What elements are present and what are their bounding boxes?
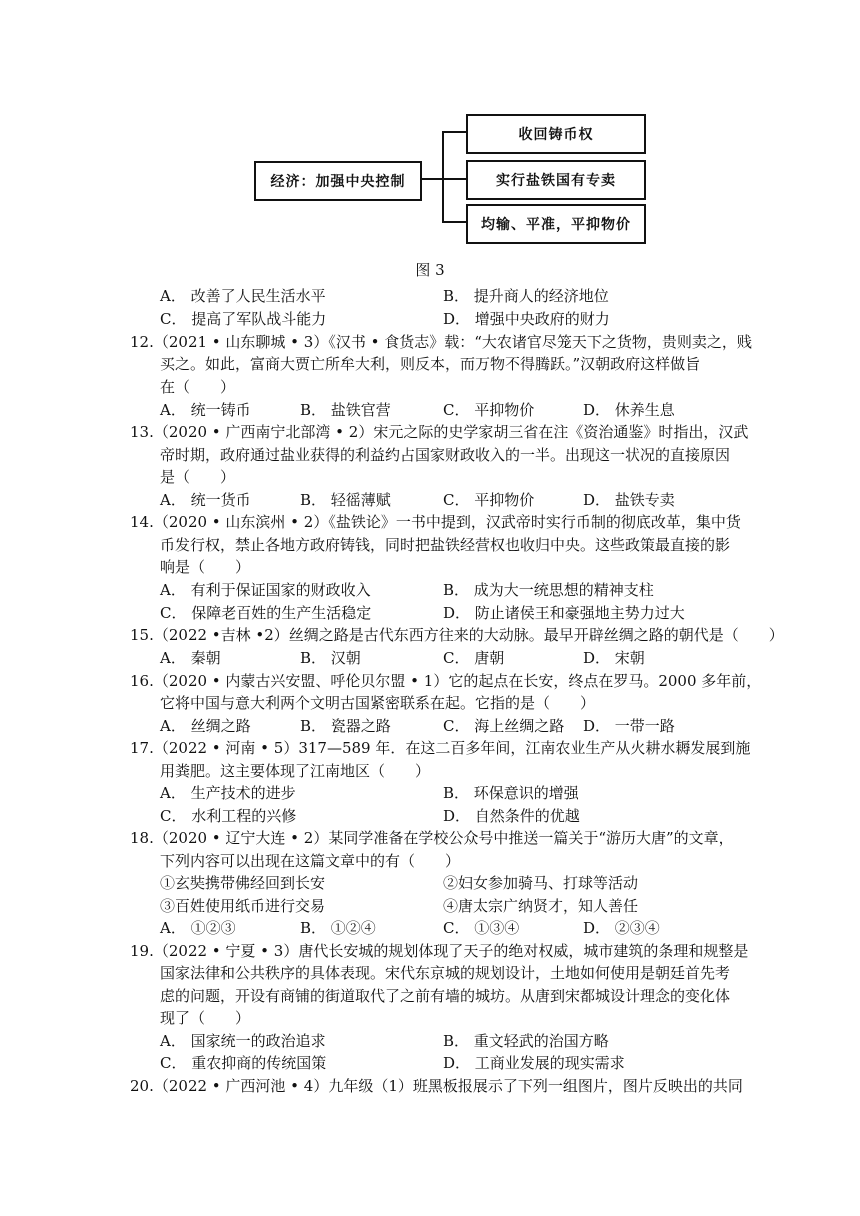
q16-option-a: A． 丝绸之路 (160, 717, 251, 735)
diagram-branch-1: 收回铸币权 (466, 114, 646, 154)
q20-line-1: 20.（2022 • 广西河池 • 4）九年级（1）班黑板报展示了下列一组图片，图片反映出的共同 (130, 1077, 743, 1095)
q16-option-b: B． 瓷器之路 (300, 717, 391, 735)
q15-option-d: D． 宋朝 (583, 649, 645, 667)
q14-option-b: B． 成为大一统思想的精神支柱 (443, 581, 654, 599)
q14-line-2: 币发行权，禁止各地方政府铸钱，同时把盐铁经营权也收归中央。这些政策最直接的影 (160, 536, 731, 554)
q17-option-b: B． 环保意识的增强 (443, 784, 579, 802)
connector-horizontal (420, 178, 444, 180)
q19-line-2: 国家法律和公共秩序的具体表现。宋代东京城的规划设计，土地如何使用是朝廷首先考 (160, 964, 731, 982)
q12-option-d: D． 休养生息 (583, 401, 675, 419)
q18-statement-4: ④唐太宗广纳贤才，知人善任 (443, 897, 639, 915)
q17-line-2: 用粪肥。这主要体现了江南地区（ ） (160, 762, 431, 780)
q15-option-a: A． 秦朝 (160, 649, 221, 667)
q16-option-c: C． 海上丝绸之路 (443, 717, 565, 735)
q12-line-3: 在（ ） (160, 378, 236, 396)
q12-option-c: C． 平抑物价 (443, 401, 535, 419)
q19-line-1: 19.（2022 • 宁夏 • 3）唐代长安城的规划体现了天子的绝对权威，城市建筑的条理和规整是 (130, 942, 749, 960)
q13-option-d: D． 盐铁专卖 (583, 491, 675, 509)
q18-line-1: 18.（2020 • 辽宁大连 • 2）某同学准备在学校公众号中推送一篇关于“游历大唐”的文章， (130, 829, 734, 847)
q12-line-2: 买之。如此，富商大贾亡所牟大利，则反本，而万物不得腾跃。”汉朝政府这样做旨 (160, 355, 701, 373)
diagram-main-box: 经济：加强中央控制 (254, 161, 422, 201)
q12-option-b: B． 盐铁官营 (300, 401, 391, 419)
q19-line-3: 虑的问题，开设有商铺的街道取代了之前有墙的城坊。从唐到宋都城设计理念的变化体 (160, 987, 731, 1005)
q19-option-b: B． 重文轻武的治国方略 (443, 1032, 609, 1050)
q13-option-a: A． 统一货币 (160, 491, 251, 509)
q13-option-c: C． 平抑物价 (443, 491, 535, 509)
q18-option-d: D． ②③④ (583, 919, 660, 937)
q17-option-c: C． 水利工程的兴修 (160, 807, 297, 825)
q19-option-a: A． 国家统一的政治追求 (160, 1032, 326, 1050)
connector-vertical (442, 131, 444, 223)
q18-statement-1: ①玄奘携带佛经回到长安 (160, 874, 326, 892)
connector-branch-3 (442, 221, 466, 223)
q19-line-4: 现了（ ） (160, 1009, 251, 1027)
diagram-branch-2: 实行盐铁国有专卖 (466, 160, 646, 200)
q11-option-d: D． 增强中央政府的财力 (443, 310, 610, 328)
connector-branch-1 (442, 131, 466, 133)
q18-statement-2: ②妇女参加骑马、打球等活动 (443, 874, 639, 892)
q13-option-b: B． 轻徭薄赋 (300, 491, 391, 509)
q11-option-c: C． 提高了军队战斗能力 (160, 310, 327, 328)
q18-statement-3: ③百姓使用纸币进行交易 (160, 897, 326, 915)
q14-line-3: 响是（ ） (160, 558, 251, 576)
q14-option-a: A． 有利于保证国家的财政收入 (160, 581, 371, 599)
q16-line-2: 它将中国与意大利两个文明古国紧密联系在起。它指的是（ ） (160, 694, 596, 712)
q12-option-a: A． 统一铸币 (160, 401, 251, 419)
q18-line-2: 下列内容可以出现在这篇文章中的有（ ） (160, 852, 461, 870)
q18-option-c: C． ①③④ (443, 919, 520, 937)
diagram-branch-3: 均输、平准，平抑物价 (466, 204, 646, 244)
q17-line-1: 17.（2022 • 河南 • 5）317—589 年．在这二百多年间，江南农业生产从火耕水耨发展到施 (130, 739, 751, 757)
q15-option-b: B． 汉朝 (300, 649, 361, 667)
q18-option-b: B． ①②④ (300, 919, 376, 937)
q14-option-c: C． 保障老百姓的生产生活稳定 (160, 604, 372, 622)
q16-option-d: D． 一带一路 (583, 717, 675, 735)
q13-line-1: 13.（2020 • 广西南宁北部湾 • 2）宋元之际的史学家胡三省在注《资治通鉴》时指出，汉武 (130, 423, 749, 441)
q13-line-3: 是（ ） (160, 468, 236, 486)
economy-diagram (250, 112, 650, 244)
q14-line-1: 14.（2020 • 山东滨州 • 2）《盐铁论》一书中提到，汉武帝时实行币制的彻底改革，集中货 (130, 513, 741, 531)
q16-line-1: 16.（2020 • 内蒙古兴安盟、呼伦贝尔盟 • 1）它的起点在长安，终点在罗马。2000 多年前， (130, 672, 762, 690)
q17-option-d: D． 自然条件的优越 (443, 807, 580, 825)
q18-option-a: A． ①②③ (160, 919, 236, 937)
q17-option-a: A． 生产技术的进步 (160, 784, 296, 802)
q12-line-1: 12.（2021 • 山东聊城 • 3）《汉书 • 食货志》载：“大农诸官尽笼天下之货物，贵则卖之，贱 (130, 333, 752, 351)
q19-option-c: C． 重农抑商的传统国策 (160, 1054, 327, 1072)
q11-option-a: A． 改善了人民生活水平 (160, 287, 326, 305)
figure-caption: 图 3 (415, 261, 445, 279)
q15-line-1: 15.（2022 •吉林 •2）丝绸之路是古代东西方往来的大动脉。最早开辟丝绸之路的朝代是（ ） (130, 626, 784, 644)
q11-option-b: B． 提升商人的经济地位 (443, 287, 609, 305)
q15-option-c: C． 唐朝 (443, 649, 505, 667)
q14-option-d: D． 防止诸侯王和豪强地主势力过大 (443, 604, 685, 622)
q13-line-2: 帝时期，政府通过盐业获得的利益约占国家财政收入的一半。出现这一状况的直接原因 (160, 446, 731, 464)
q19-option-d: D． 工商业发展的现实需求 (443, 1054, 625, 1072)
connector-branch-2 (442, 178, 466, 180)
